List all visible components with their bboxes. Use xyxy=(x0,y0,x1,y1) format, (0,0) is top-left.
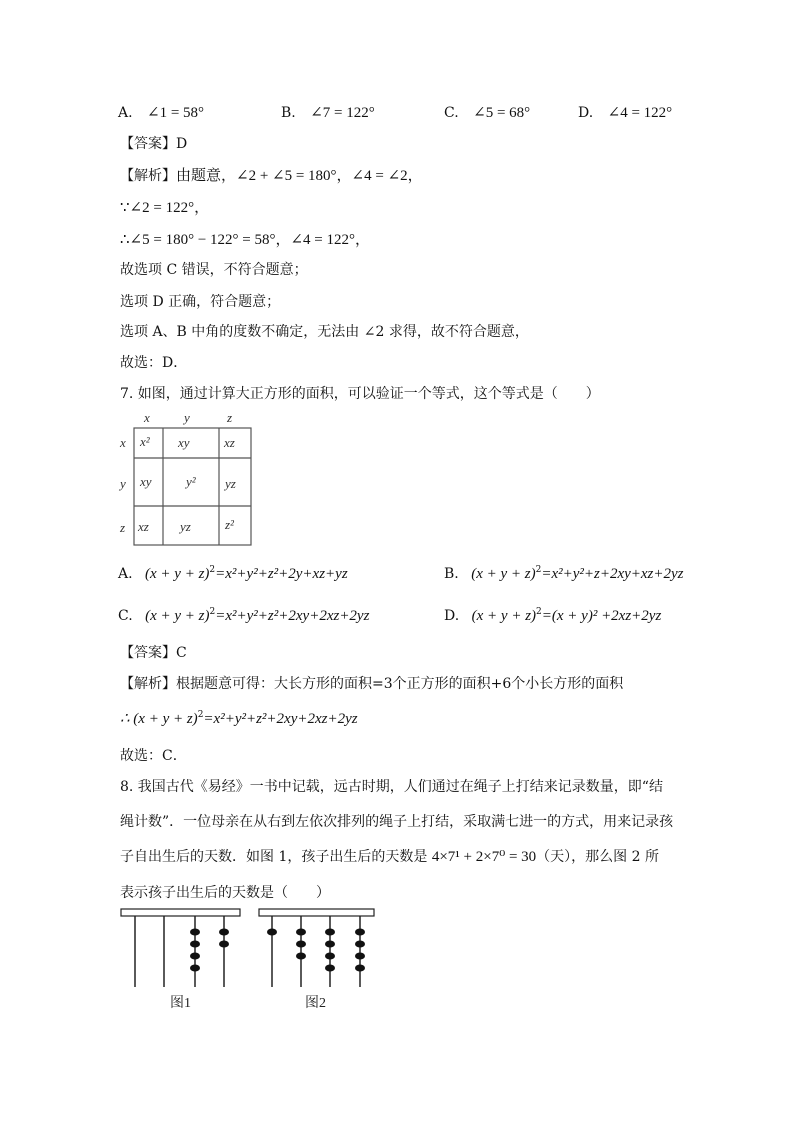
fig2-knot xyxy=(325,965,335,972)
q6-line-d-right: 选项 D 正确，符合题意； xyxy=(120,294,281,310)
fig2-knot xyxy=(267,929,277,936)
cell-z-squared: z² xyxy=(225,517,234,532)
cell-yz-bottom: yz xyxy=(180,519,191,534)
fig1-top-bar xyxy=(121,909,240,916)
q7-answer: 【答案】C xyxy=(120,645,187,661)
fig2-knot xyxy=(296,953,306,960)
cell-xy-left: xy xyxy=(140,474,152,489)
fig2-knot xyxy=(325,953,335,960)
cell-yz-right: yz xyxy=(225,476,236,491)
fig2-knot xyxy=(325,941,335,948)
q6-answer: 【答案】D xyxy=(120,136,188,152)
q6-conclusion: 故选：D． xyxy=(120,355,188,371)
fig1-knot xyxy=(219,941,229,948)
cell-xz-top: xz xyxy=(224,435,235,450)
q7-option-b: B. $(x + y + z)^2=x^2+y^2+z+2xy+xz+2yz$ xyxy=(444,565,684,582)
q6-line-ab: 选项 A、B 中角的度数不确定，无法由 ∠2 求得，故不符合题意， xyxy=(120,324,529,340)
col-label-x: x xyxy=(144,410,150,425)
fig2-knot xyxy=(355,941,365,948)
q8-line-3: 子自出生后的天数．如图 1，孩子出生后的天数是 4×7¹ + 2×7⁰ = 30（天），那么图 2 所 xyxy=(120,849,659,865)
fig2-knot xyxy=(355,953,365,960)
fig2-knot xyxy=(296,929,306,936)
q7-therefore: ∴ $(x + y + z)^2=x^2+y^2+z^2+2xy+2xz+2yz$ xyxy=(120,710,358,727)
q8-line-2: 绳计数”．一位母亲在从右到左依次排列的绳子上打结，采取满七进一的方式，用来记录孩 xyxy=(120,814,674,830)
q7-option-a: A. $(x + y + z)^2=x^2+y^2+z^2+2y+xz+yz$ xyxy=(118,565,348,582)
q6-analysis xyxy=(120,166,423,186)
fig2-knot xyxy=(296,941,306,948)
q6-line-therefore: ∴∠5 = 180° − 122° = 58°，∠4 = 122°， xyxy=(120,232,371,248)
cell-y-squared: y² xyxy=(186,474,196,489)
q8-line-4: 表示孩子出生后的天数是（ ） xyxy=(120,885,330,901)
fig2-knot xyxy=(355,929,365,936)
q6-line-c-wrong: 故选项 C 错误，不符合题意； xyxy=(120,262,308,278)
row-label-y: y xyxy=(120,476,126,491)
cell-xy-top: xy xyxy=(178,435,190,450)
fig2-label: 图2 xyxy=(305,996,326,1011)
fig1-knot xyxy=(190,965,200,972)
fig1-knot xyxy=(190,953,200,960)
q7-square-figure xyxy=(112,406,262,546)
fig1-knot xyxy=(190,941,200,948)
analysis-label: 【解析】 xyxy=(120,168,176,184)
q7-option-c: C. $(x + y + z)^2=x^2+y^2+z^2+2xy+2xz+2yz$ xyxy=(118,607,370,624)
cell-x-squared: x² xyxy=(140,434,150,449)
row-label-x: x xyxy=(120,435,126,450)
row-label-z: z xyxy=(120,520,126,535)
fig2-top-bar xyxy=(259,909,374,916)
q8-knot-figure xyxy=(115,905,385,1015)
analysis-text: 由题意，∠2 + ∠5 = 180°，∠4 = ∠2， xyxy=(176,168,423,184)
fig2-knot xyxy=(355,965,365,972)
q6-option-c: C. ∠5 = 68° xyxy=(444,105,531,121)
fig1-knot xyxy=(219,929,229,936)
q6-line-since: ∵∠2 = 122°， xyxy=(120,200,210,216)
q7-analysis xyxy=(120,674,623,694)
q6-option-a: A. ∠1 = 58° xyxy=(118,105,205,121)
q6-option-d: D. ∠4 = 122° xyxy=(578,105,673,121)
col-label-y: y xyxy=(184,410,190,425)
q8-line-1: 8. 我国古代《易经》一书中记载，远古时期，人们通过在绳子上打结来记录数量，即“结 xyxy=(120,779,663,795)
analysis-label: 【解析】 xyxy=(120,676,176,692)
analysis-text: 根据题意可得：大长方形的面积=3个正方形的面积+6个小长方形的面积 xyxy=(176,676,624,692)
col-label-z: z xyxy=(227,410,233,425)
q7-conclusion: 故选：C． xyxy=(120,748,187,764)
q8-example-formula: 4×7¹ + 2×7⁰ = 30 xyxy=(431,849,537,865)
q6-option-b: B. ∠7 = 122° xyxy=(281,105,375,121)
cell-xz-bottom: xz xyxy=(138,519,149,534)
fig2-knot xyxy=(325,929,335,936)
q7-option-d: D. $(x + y + z)^2=(x + y)^2 +2xz+2yz$ xyxy=(444,607,662,624)
fig1-label: 图1 xyxy=(170,996,191,1011)
fig1-knot xyxy=(190,929,200,936)
q7-stem: 7. 如图，通过计算大正方形的面积，可以验证一个等式，这个等式是（ ） xyxy=(120,386,600,402)
